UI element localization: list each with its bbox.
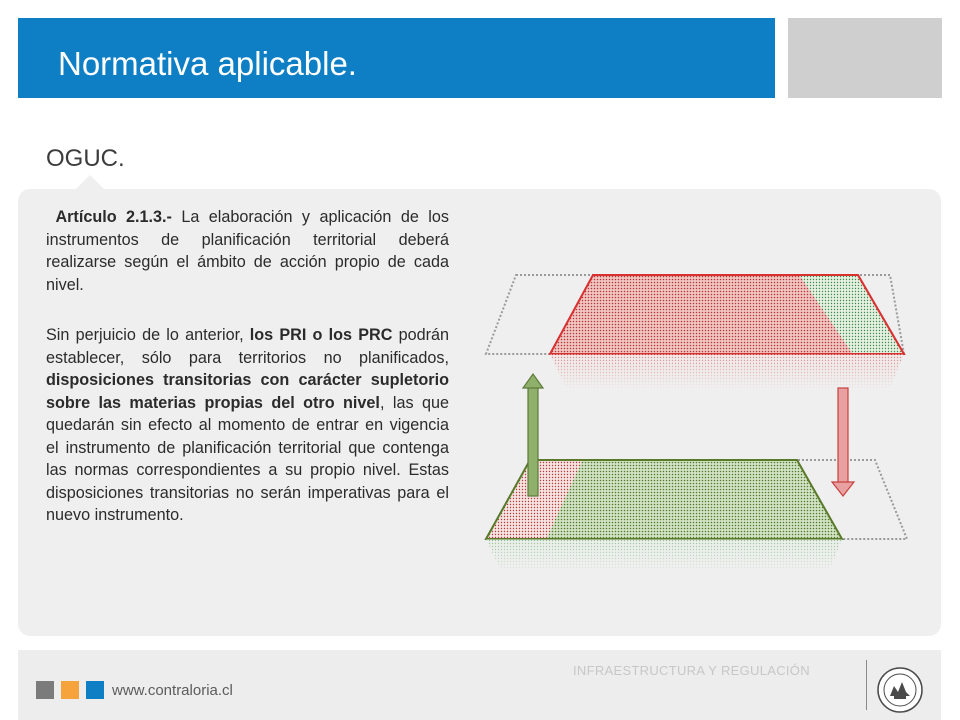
footer-url-link[interactable]: www.contraloria.cl [112,682,233,699]
planning-levels-diagram [470,260,920,580]
footer-square-gray [36,681,54,699]
paragraph-2-b: los PRI o los PRC [249,326,393,344]
paragraph-2-a: Sin perjuicio de lo anterior, [46,326,250,344]
article-text [46,206,449,527]
arrow-down-icon [832,388,854,496]
footer-divider [866,660,867,710]
panel-notch [76,175,104,189]
paragraph-2-c: podrán establecer, sólo para territorios no planificados, [46,326,449,367]
paragraph-2-e: , las que quedarán sin efecto al momento de entrar en vigencia el instrumento de planificación territorial que contenga las normas correspondientes a su propio nivel. Estas disposiciones transitorias no serán imperativas para el nuevo instrumento. [46,393,449,524]
section-title: OGUC. [46,145,125,172]
footer-square-orange [61,681,79,699]
footer-label: INFRAESTRUCTURA Y REGULACIÓN [573,663,810,678]
paragraph-1-text: La elaboración y aplicación de los instrumentos de planificación territorial deberá realizarse según el ámbito de acción propio de cada nivel. [46,208,450,294]
footer-square-blue [86,681,104,699]
paragraph-2 [46,324,449,527]
page-title: Normativa aplicable. [58,45,357,82]
title-side-block [788,18,942,98]
article-number: Artículo 2.1.3.- [55,208,172,226]
contraloria-seal-icon [876,666,924,714]
paragraph-2-d: disposiciones transitorias con carácter supletorio sobre las materias propias del otro nivel [46,371,449,412]
title-bar [18,18,775,98]
paragraph-1 [46,206,449,296]
